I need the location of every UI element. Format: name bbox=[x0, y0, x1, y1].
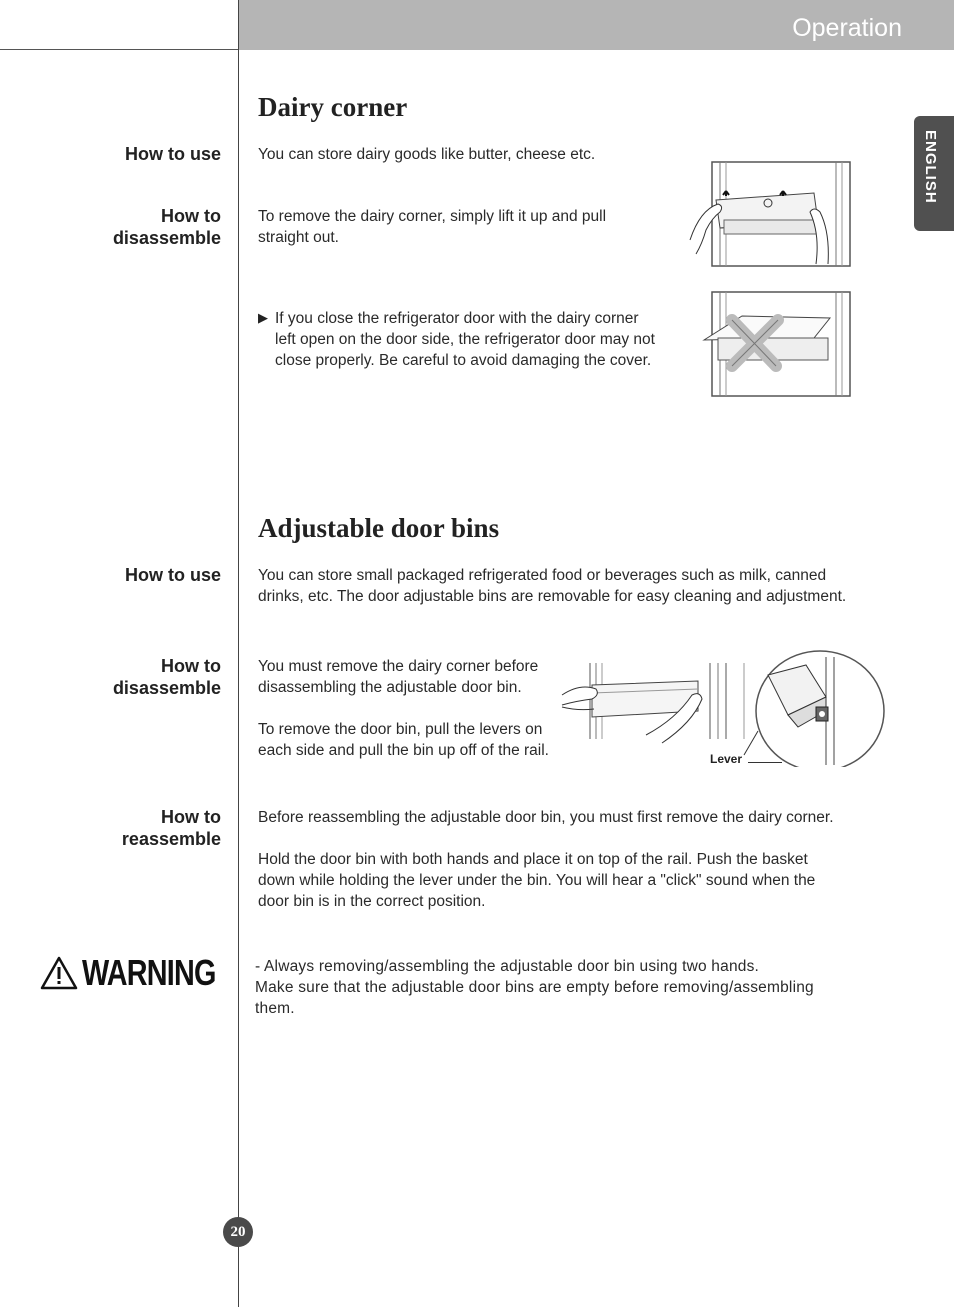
section-title: Operation bbox=[792, 14, 902, 42]
caution-note-text: If you close the refrigerator door with the dairy corner left open on the door side, the refrigerator door may not close properly. Be careful to avoid damaging the cover. bbox=[275, 310, 655, 369]
warning-heading bbox=[40, 952, 230, 996]
margin-divider bbox=[238, 0, 239, 1307]
dairy-how-to-use-text: You can store dairy goods like butter, cheese etc. bbox=[258, 146, 596, 163]
language-tab-label: ENGLISH bbox=[922, 130, 939, 204]
dairy-removal-illustration bbox=[686, 160, 856, 268]
triangle-right-icon: ▶ bbox=[258, 310, 268, 325]
header-rule bbox=[0, 49, 239, 50]
page-number: 20 bbox=[223, 1217, 253, 1247]
door-bins-title: Adjustable door bins bbox=[258, 513, 500, 543]
warning-label: WARNING bbox=[82, 952, 216, 993]
lever-callout-label: Lever bbox=[710, 752, 743, 766]
dairy-how-to-use-label: How to use bbox=[124, 144, 221, 164]
dairy-corner-title: Dairy corner bbox=[258, 92, 408, 122]
warning-triangle-icon bbox=[40, 956, 78, 990]
door-bin-removal-illustration bbox=[558, 645, 888, 767]
lever-callout-line bbox=[748, 762, 782, 763]
bins-how-to-use-label: How to use bbox=[124, 565, 221, 585]
bins-disassemble-label: How to disassemble bbox=[112, 656, 221, 698]
dairy-open-warning-illustration bbox=[700, 290, 856, 398]
bins-disassemble-text: You must remove the dairy corner before disassembling the adjustable door bin. To remove the door bin, pull the levers on each side and pull the bin up off of the rail. bbox=[258, 658, 549, 759]
dairy-disassemble-text: To remove the dairy corner, simply lift it up and pull straight out. bbox=[258, 208, 607, 246]
bins-reassemble-label: How to reassemble bbox=[121, 807, 221, 849]
bins-reassemble-text: Before reassembling the adjustable door bin, you must first remove the dairy corner. Hold the door bin with both hands and place it on top of the rail. Push the basket down while holding the lever under the bin. You will hear a "click" sound when the door bin is in the correct position. bbox=[258, 809, 834, 910]
warning-text: - Always removing/assembling the adjustable door bin using two hands. Make sure that the adjustable door bins are empty before removing/assembling them. bbox=[255, 958, 814, 1017]
dairy-disassemble-label: How to disassemble bbox=[112, 206, 221, 248]
bins-how-to-use-text: You can store small packaged refrigerated food or beverages such as milk, canned drinks, etc. The door adjustable bins are removable for easy cleaning and adjustment. bbox=[258, 567, 847, 605]
language-tab bbox=[914, 116, 954, 231]
